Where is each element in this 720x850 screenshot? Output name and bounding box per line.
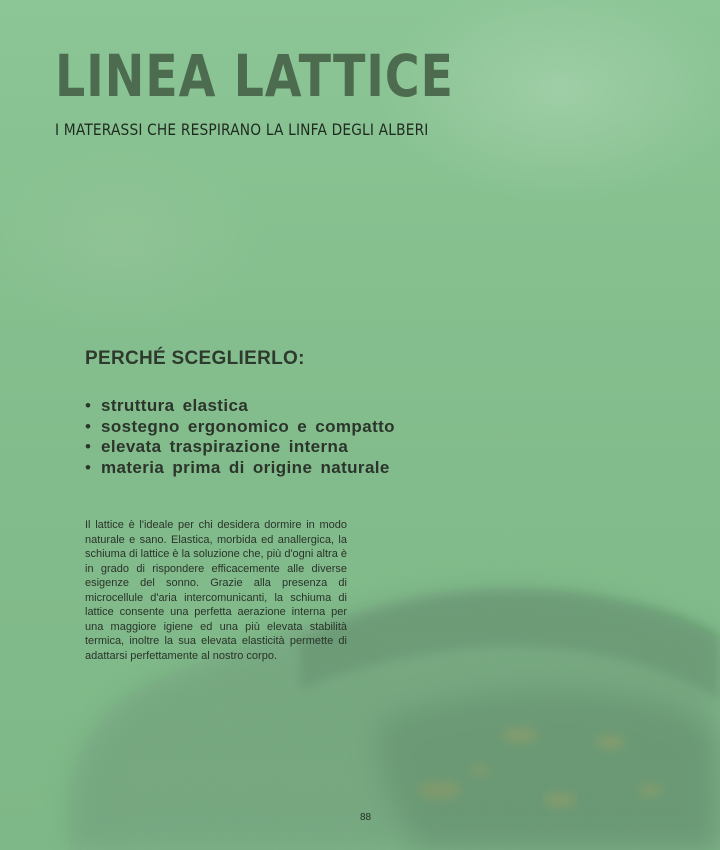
benefit-text: materia prima di origine naturale xyxy=(101,457,390,477)
benefit-item xyxy=(85,437,395,458)
benefit-text: elevata traspirazione interna xyxy=(101,437,349,456)
benefits-list xyxy=(85,396,395,478)
page-title: LINEA LATTICE xyxy=(55,42,454,110)
bullet-icon: • xyxy=(85,437,92,456)
benefit-item xyxy=(85,417,395,438)
benefit-text: sostegno ergonomico e compatto xyxy=(101,416,395,436)
benefit-item xyxy=(85,458,395,479)
description-paragraph: Il lattice è l'ideale per chi desidera dormire in modo naturale e sano. Elastica, morbida ed anallergica, la schiuma di lattice è la soluzione che, più d'ogni altra è in grado di rispondere efficacemente alle diverse esigenze del sonno. Grazie alla presenza di microcellule d'aria intercomunicanti, la schiuma di lattice consente una perfetta aerazione interna per una maggiore igiene ed una più elevata stabilità termica, inoltre la sua elevata elasticità permette di adattarsi perfettamente al nostro corpo. xyxy=(85,519,347,662)
benefit-text: struttura elastica xyxy=(101,396,249,415)
page-subtitle: I MATERASSI CHE RESPIRANO LA LINFA DEGLI ALBERI xyxy=(55,120,429,139)
bullet-icon: • xyxy=(85,416,92,436)
bullet-icon: • xyxy=(85,396,92,415)
benefits-heading: PERCHÉ SCEGLIERLO: xyxy=(85,348,305,369)
bullet-icon: • xyxy=(85,457,92,477)
benefit-item xyxy=(85,396,395,417)
page-number: 88 xyxy=(360,812,372,823)
